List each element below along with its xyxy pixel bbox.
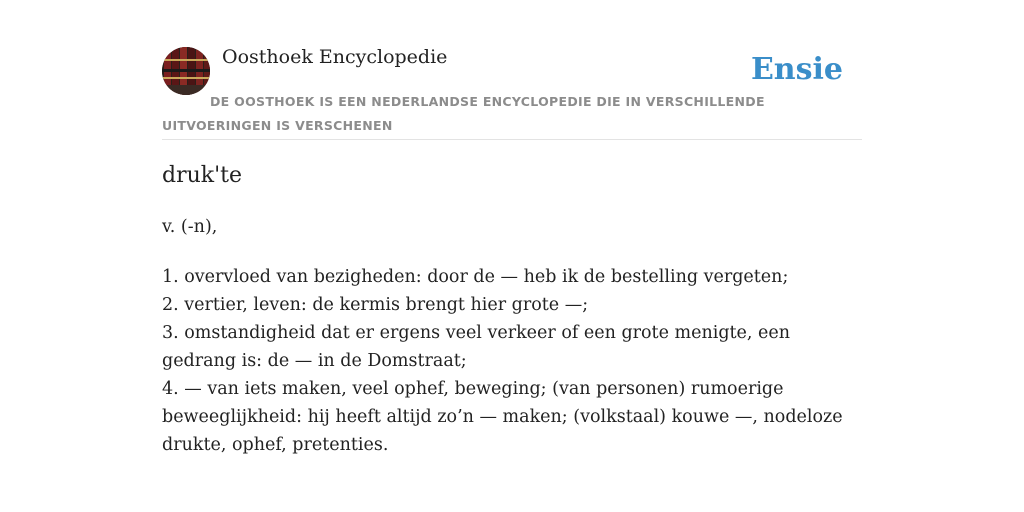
definition-item: 1. overvloed van bezigheden: door de — heb ik de bestelling vergeten;	[162, 267, 789, 287]
definition-item: 3. omstandigheid dat er ergens veel verkeer of een grote menigte, een gedrang is: de — in de Domstraat;	[162, 323, 791, 371]
site-title[interactable]: Oosthoek Encyclopedie	[222, 46, 448, 68]
page-container	[162, 0, 862, 455]
header	[162, 0, 862, 140]
encyclopedia-books-icon	[162, 47, 210, 95]
brand-logo[interactable]: Ensie	[750, 52, 843, 87]
entry-headword: druk'te	[162, 163, 243, 188]
site-tagline: DE OOSTHOEK IS EEN NEDERLANDSE ENCYCLOPEDIE DIE IN VERSCHILLENDE UITVOERINGEN IS VERSCHENEN	[162, 94, 765, 133]
definition-item: 4. — van iets maken, veel ophef, beweging; (van personen) rumoerige beweeglijkheid: hij heeft altijd zo’n — maken; (volkstaal) kouwe —, nodeloze drukte, ophef, pretenties.	[162, 379, 843, 455]
entry-grammar: v. (-n),	[162, 217, 218, 237]
definition-item: 2. vertier, leven: de kermis brengt hier grote —;	[162, 295, 589, 315]
entry-definitions	[162, 263, 867, 459]
